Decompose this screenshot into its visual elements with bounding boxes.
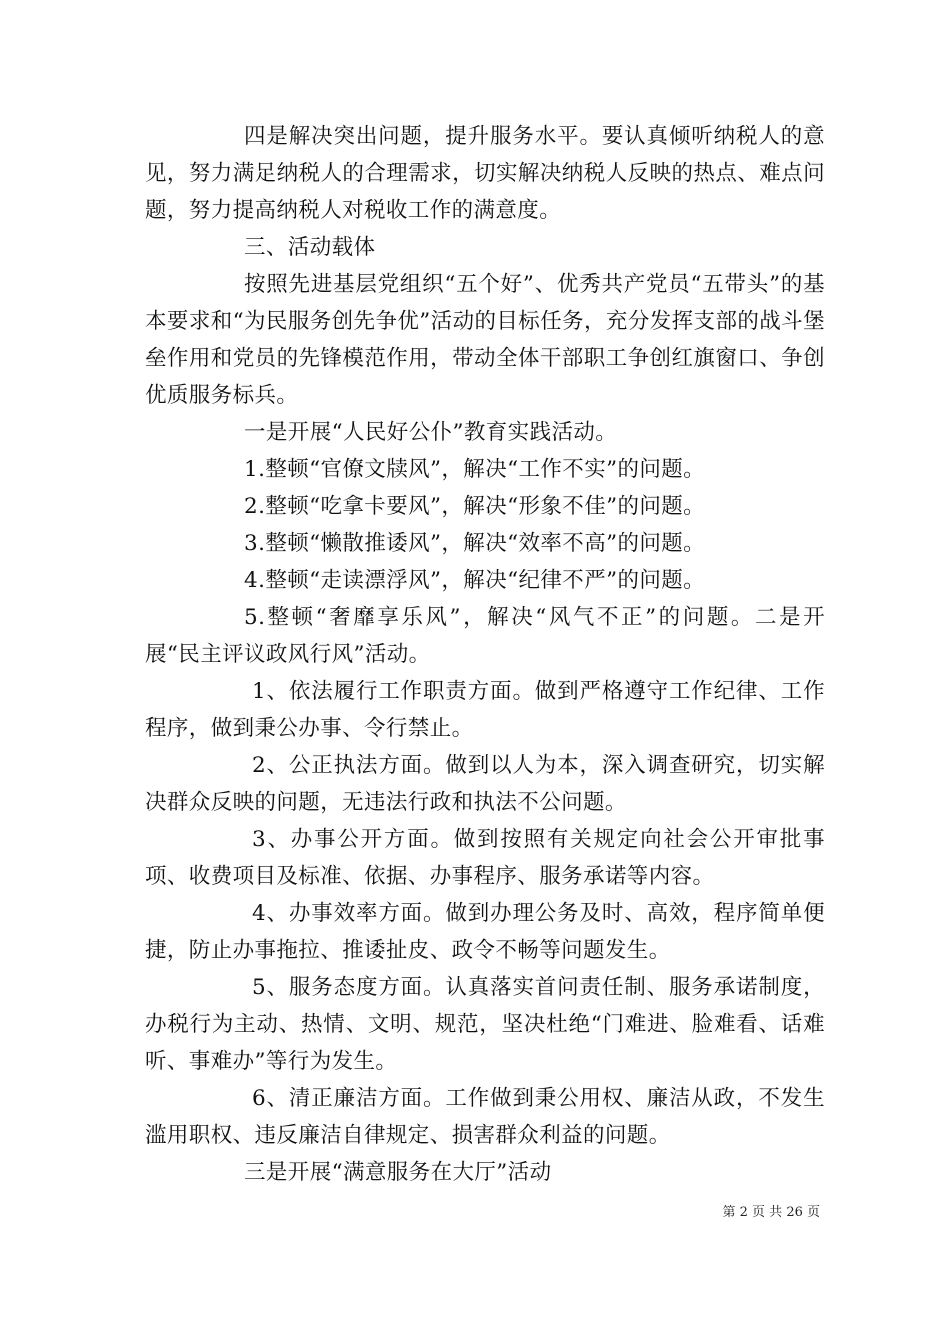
- list-item-rectify-1: 1.整顿“官僚文牍风”，解决“工作不实”的问题。: [244, 457, 706, 482]
- list-item-review-5: 5、服务态度方面。认真落实首问责任制、服务承诺制度，办税行为主动、热情、文明、规范，坚决杜绝“门难进、脸难看、话难听、事难办”等行为发生。: [145, 975, 825, 1074]
- page-number-footer: 第 2 页 共 26 页: [722, 1205, 820, 1220]
- paragraph-activity-three: 三是开展“满意服务在大厅”活动: [244, 1160, 552, 1185]
- list-item-rectify-4: 4.整顿“走读漂浮风”，解决“纪律不严”的问题。: [244, 568, 706, 593]
- list-item-rectify-2: 2.整顿“吃拿卡要风”，解决“形象不佳”的问题。: [244, 494, 706, 519]
- paragraph-goal-four: 四是解决突出问题，提升服务水平。要认真倾听纳税人的意见，努力满足纳税人的合理需求，切实解决纳税人反映的热点、难点问题，努力提高纳税人对税收工作的满意度。: [145, 124, 825, 223]
- list-item-review-2: 2、公正执法方面。做到以人为本，深入调查研究，切实解决群众反映的问题，无违法行政和执法不公问题。: [145, 753, 825, 815]
- list-item-review-1: 1、依法履行工作职责方面。做到严格遵守工作纪律、工作程序，做到秉公办事、令行禁止。: [145, 679, 825, 741]
- document-body: [145, 118, 825, 1191]
- list-item-review-3: 3、办事公开方面。做到按照有关规定向社会公开审批事项、收费项目及标准、依据、办事程序、服务承诺等内容。: [145, 827, 825, 889]
- list-item-review-4: 4、办事效率方面。做到办理公务及时、高效，程序简单便捷，防止办事拖拉、推诿扯皮、政令不畅等问题发生。: [145, 901, 825, 963]
- paragraph-activity-carrier: 按照先进基层党组织“五个好”、优秀共产党员“五带头”的基本要求和“为民服务创先争优”活动的目标任务，充分发挥支部的战斗堡垒作用和党员的先锋模范作用，带动全体干部职工争创红旗窗口、争创优质服务标兵。: [145, 272, 825, 408]
- list-item-review-6: 6、清正廉洁方面。工作做到秉公用权、廉洁从政，不发生滥用职权、违反廉洁自律规定、损害群众利益的问题。: [145, 1086, 825, 1148]
- list-item-rectify-5: 5.整顿“奢靡享乐风”，解决“风气不正”的问题。二是开展“民主评议政风行风”活动。: [145, 605, 825, 667]
- paragraph-activity-one: 一是开展“人民好公仆”教育实践活动。: [244, 420, 618, 445]
- section-heading-activity-carrier: 三、活动载体: [244, 235, 376, 260]
- list-item-rectify-3: 3.整顿“懒散推诿风”，解决“效率不高”的问题。: [244, 531, 706, 556]
